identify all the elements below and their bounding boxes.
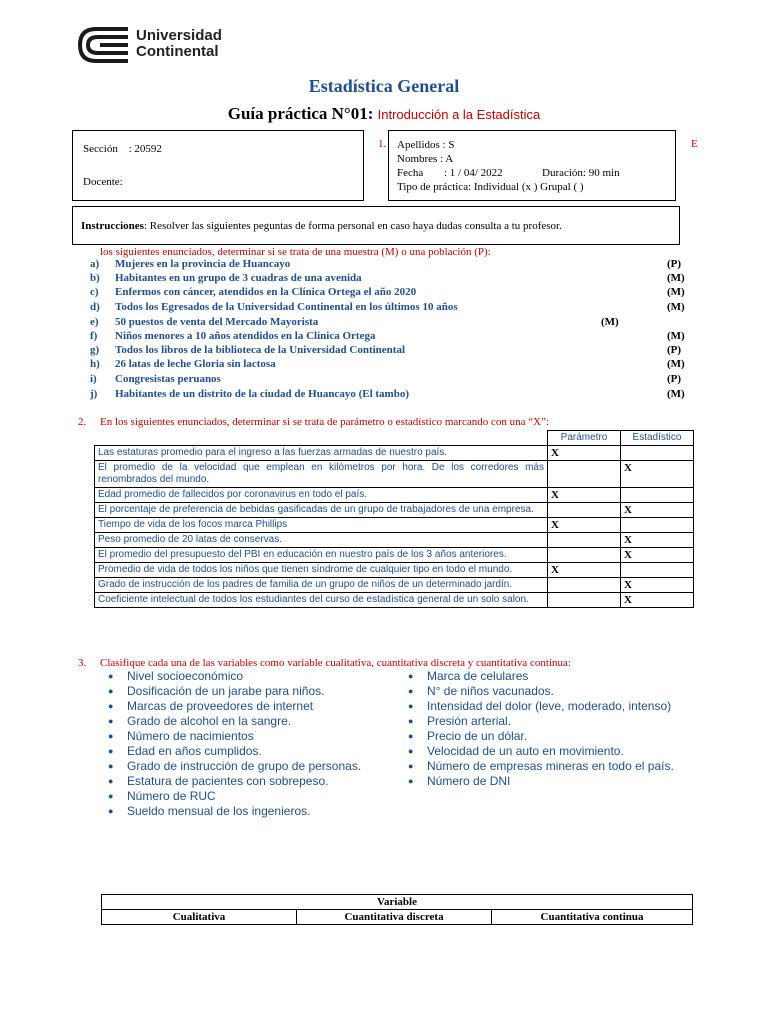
teacher-label: Docente: bbox=[83, 176, 123, 188]
list-item: ● Marca de celulares bbox=[404, 669, 688, 684]
question-1-prompt: los siguientes enunciados, determinar si se trata de una muestra (M) o una población (P): bbox=[100, 246, 491, 258]
instructions-label: Instrucciones bbox=[81, 220, 144, 232]
list-item: h) 26 latas de leche Gloria sin lactosa (M) bbox=[90, 358, 685, 370]
margin-mark: E bbox=[691, 138, 698, 150]
instructions-box bbox=[72, 206, 680, 245]
section-label: Sección bbox=[83, 143, 118, 155]
variable-table-title: Variable bbox=[102, 895, 693, 910]
list-item: ● Marcas de proveedores de internet bbox=[104, 699, 384, 714]
list-item: ● Presión arterial. bbox=[404, 714, 688, 729]
column-cualitativa: Cualitativa bbox=[102, 910, 297, 925]
variables-list-right bbox=[404, 669, 688, 789]
list-item: ● Intensidad del dolor (leve, moderado, intenso) bbox=[404, 699, 688, 714]
parameter-statistic-table bbox=[94, 430, 694, 608]
list-item: ● Grado de alcohol en la sangre. bbox=[104, 714, 384, 729]
list-item: ● Edad en años cumplidos. bbox=[104, 744, 384, 759]
variable-classification-table bbox=[101, 894, 693, 925]
table-row: Tiempo de vida de los focos marca Phillips X bbox=[95, 518, 694, 533]
practice-type-field: Tipo de práctica: Individual (x ) Grupal ( ) bbox=[397, 181, 584, 193]
section-value: : 20592 bbox=[128, 143, 162, 155]
table-row: El promedio de la velocidad que emplean en kilómetros por hora. De los corredores más renombrados del mundo. X bbox=[95, 461, 694, 488]
table-row: El promedio del presupuesto del PBI en educación en nuestro país de los 3 años anteriores. X bbox=[95, 548, 694, 563]
duration-field: Duración: 90 min bbox=[542, 167, 620, 179]
list-item: i) Congresistas peruanos (P) bbox=[90, 373, 682, 385]
table-row: Grado de instrucción de los padres de familia de un grupo de niños de un determinado jardín. X bbox=[95, 578, 694, 593]
list-item: ● Precio de un dólar. bbox=[404, 729, 688, 744]
fecha-value: : 1 / 04/ 2022 bbox=[444, 167, 503, 179]
instructions-text: : Resolver las siguientes peguntas de forma personal en caso haya dudas consulta a tu profesor. bbox=[143, 220, 562, 232]
question-1-number: 1. bbox=[378, 138, 387, 150]
question-3-prompt: Clasifique cada una de las variables como variable cualitativa, cuantitativa discreta y cuantitativa continua: bbox=[100, 657, 571, 669]
question-2-prompt: En los siguientes enunciados, determinar si se trata de parámetro o estadístico marcando con una “X”: bbox=[100, 416, 550, 428]
section-box bbox=[72, 130, 364, 201]
list-item: ● Número de nacimientos bbox=[104, 729, 384, 744]
column-header-estadistico: Estadístico bbox=[621, 431, 694, 446]
list-item: ● Dosificación de un jarabe para niños. bbox=[104, 684, 384, 699]
list-item: f) Niños menores a 10 años atendidos en la Clínica Ortega (M) bbox=[90, 330, 685, 342]
column-cuantitativa-continua: Cuantitativa continua bbox=[492, 910, 693, 925]
table-row: Las estaturas promedio para el ingreso a las fuerzas armadas de nuestro país. X bbox=[95, 446, 694, 461]
list-item: ● Grado de instrucción de grupo de personas. bbox=[104, 759, 384, 774]
list-item: ● N° de niños vacunados. bbox=[404, 684, 688, 699]
variables-list-left bbox=[104, 669, 384, 819]
list-item: ● Estatura de pacientes con sobrepeso. bbox=[104, 774, 384, 789]
question-3-number: 3. bbox=[78, 657, 87, 669]
student-info-box bbox=[388, 130, 676, 201]
list-item: ● Sueldo mensual de los ingenieros. bbox=[104, 804, 384, 819]
column-header-parametro: Parámetro bbox=[548, 431, 621, 446]
list-item: a) Mujeres en la provincia de Huancayo (P) bbox=[90, 258, 682, 270]
fecha-label: Fecha bbox=[397, 167, 424, 179]
practice-guide-title: Guía práctica N°01: Introducción a la Estadística bbox=[227, 104, 541, 123]
table-row: Coeficiente intelectual de todos los estudiantes del curso de estadística general de un solo salon. X bbox=[95, 593, 694, 608]
table-row: Promedio de vida de todos los niños que tienen síndrome de cualquier tipo en todo el mundo. X bbox=[95, 563, 694, 578]
table-row: Edad promedio de fallecidos por coronavirus en todo el país. X bbox=[95, 488, 694, 503]
table-row: El porcentaje de preferencia de bebidas gasificadas de un grupo de trabajadores de una empresa. X bbox=[95, 503, 694, 518]
university-name: Universidad Continental bbox=[136, 27, 222, 60]
list-item: ● Nivel socioeconómico bbox=[104, 669, 384, 684]
list-item: ● Número de DNI bbox=[404, 774, 688, 789]
list-item: b) Habitantes en un grupo de 3 cuadras de una avenida (M) bbox=[90, 272, 685, 284]
list-item: ● Número de empresas mineras en todo el país. bbox=[404, 759, 688, 774]
list-item: ● Número de RUC bbox=[104, 789, 384, 804]
list-item: c) Enfermos con cáncer, atendidos en la Clínica Ortega el año 2020 (M) bbox=[90, 286, 685, 298]
column-cuantitativa-discreta: Cuantitativa discreta bbox=[297, 910, 492, 925]
list-item: j) Habitantes de un distrito de la ciudad de Huancayo (El tambo) (M) bbox=[90, 388, 685, 400]
apellidos-field: Apellidos : S bbox=[397, 139, 455, 151]
question-2-number: 2. bbox=[78, 416, 87, 428]
list-item: e) 50 puestos de venta del Mercado Mayorista (M) bbox=[90, 316, 619, 328]
list-item: ● Velocidad de un auto en movimiento. bbox=[404, 744, 688, 759]
list-item: g) Todos los libros de la biblioteca de la Universidad Continental (P) bbox=[90, 344, 682, 356]
page-title: Estadística General bbox=[308, 76, 460, 96]
list-item: d) Todos los Egresados de la Universidad Continental en los últimos 10 años (M) bbox=[90, 301, 685, 313]
nombres-field: Nombres : A bbox=[397, 153, 454, 165]
table-row: Peso promedio de 20 latas de conservas. X bbox=[95, 533, 694, 548]
table-header-row bbox=[95, 431, 694, 446]
